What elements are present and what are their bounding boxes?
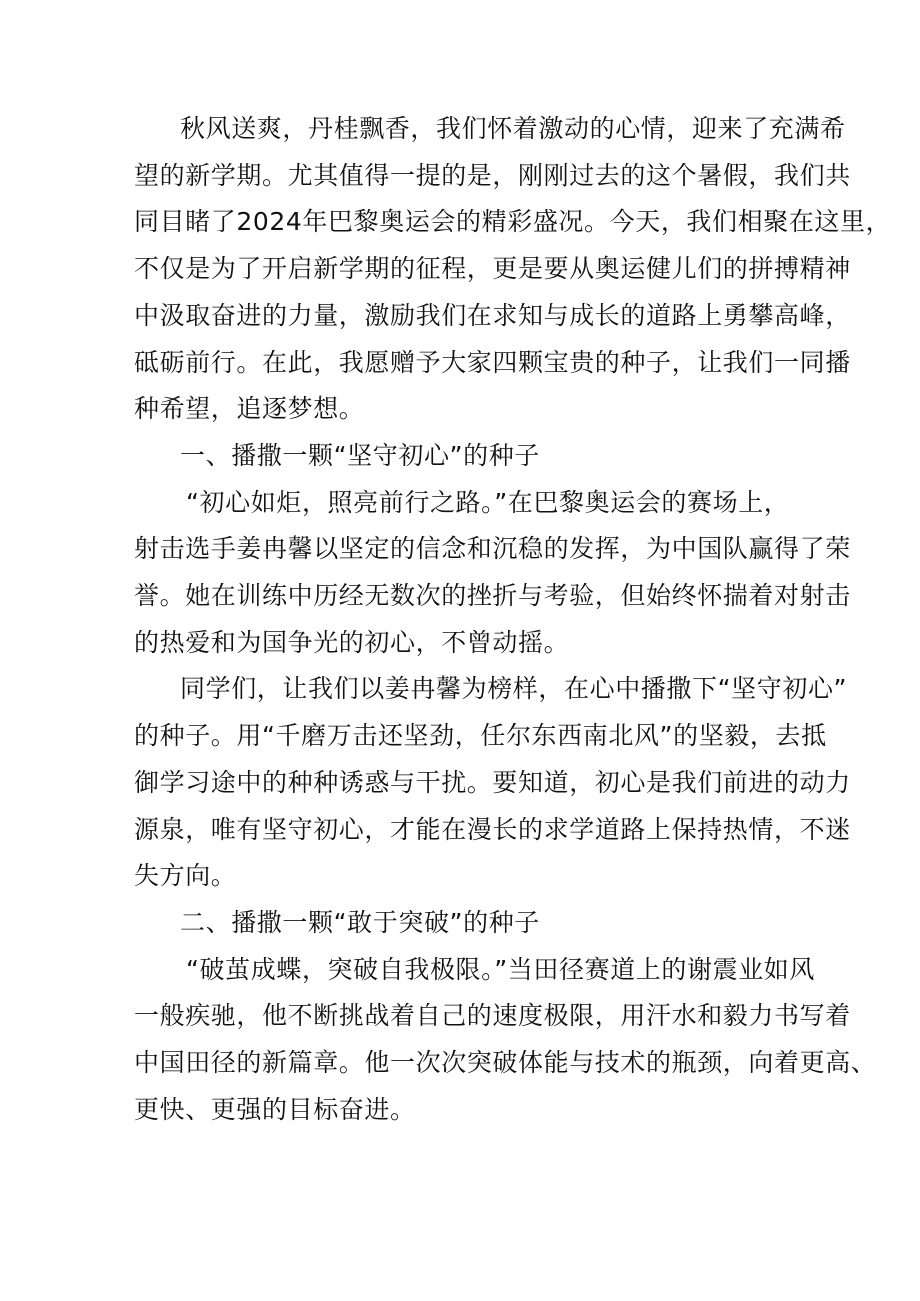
paragraph-3-line-4: 源泉，唯有坚守初心，才能在漫长的求学道路上保持热情，不迷 [134,815,851,844]
paragraph-1-line-2: 望的新学期。尤其值得一提的是，刚刚过去的这个暑假，我们共 [134,161,851,190]
paragraph-1-line-4: 不仅是为了开启新学期的征程，更是要从奥运健儿们的拼搏精神 [134,254,851,283]
paragraph-2-line-4: 的热爱和为国争光的初心，不曾动摇。 [134,628,570,657]
paragraph-2-line-3: 誉。她在训练中历经无数次的挫折与考验，但始终怀揣着对射击 [134,581,851,610]
paragraph-4-line-3: 中国田径的新篇章。他一次次突破体能与技术的瓶颈，向着更高、 [134,1048,877,1077]
paragraph-1-line-3: 同目睹了2024年巴黎奥运会的精彩盛况。今天，我们相聚在这里， [134,207,892,236]
paragraph-1-line-6: 砥砺前行。在此，我愿赠予大家四颗宝贵的种子，让我们一同播 [134,348,851,377]
paragraph-4-line-1: “破茧成蝶，突破自我极限。”当田径赛道上的谢震业如风 [186,955,816,984]
section-heading-2: 二、播撒一颗“敢于突破”的种子 [180,908,540,937]
paragraph-3-line-3: 御学习途中的种种诱惑与干扰。要知道，初心是我们前进的动力 [134,768,851,797]
paragraph-2-line-2: 射击选手姜冉馨以坚定的信念和沉稳的发挥，为中国队赢得了荣 [134,534,851,563]
paragraph-1-line-5: 中汲取奋进的力量，激励我们在求知与成长的道路上勇攀高峰， [134,301,851,330]
paragraph-4-line-2: 一般疾驰，他不断挑战着自己的速度极限，用汗水和毅力书写着 [134,1001,851,1030]
paragraph-1-line-7: 种希望，追逐梦想。 [134,394,365,423]
paragraph-4-line-4: 更快、更强的目标奋进。 [134,1095,416,1124]
paragraph-3-line-1: 同学们，让我们以姜冉馨为榜样，在心中播撒下“坚守初心” [180,674,848,703]
section-heading-1: 一、播撒一颗“坚守初心”的种子 [180,441,540,470]
paragraph-1-line-1: 秋风送爽，丹桂飘香，我们怀着激动的心情，迎来了充满希 [180,114,846,143]
paragraph-3-line-2: 的种子。用“千磨万击还坚劲，任尔东西南北风”的坚毅，去抵 [134,721,827,750]
paragraph-3-line-5: 失方向。 [134,861,237,890]
paragraph-2-line-1: “初心如炬，照亮前行之路。”在巴黎奥运会的赛场上， [186,488,790,517]
